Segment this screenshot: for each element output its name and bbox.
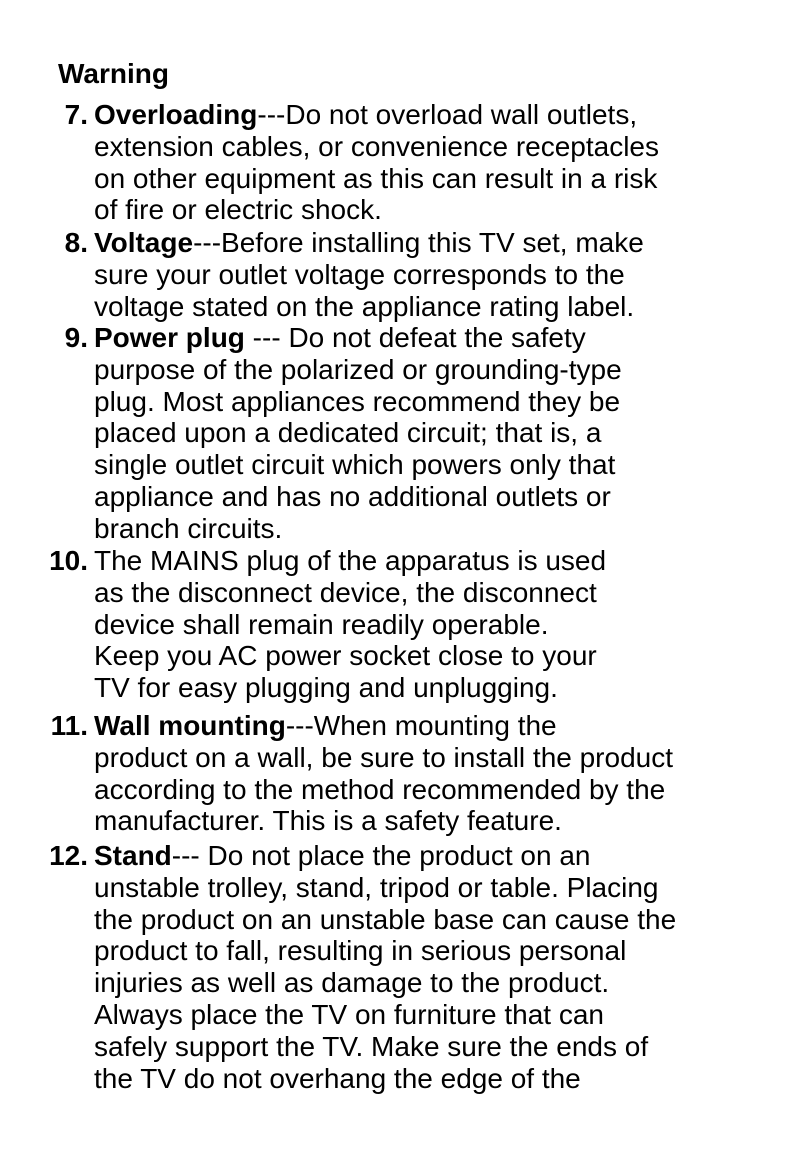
item-number: 10. [49, 545, 88, 576]
item-text: ---When mounting the [285, 710, 557, 741]
item-line: TV for easy plugging and unplugging. [94, 672, 558, 704]
item-body [94, 322, 794, 545]
item-body [94, 710, 794, 837]
item-line: sure your outlet voltage corresponds to the [94, 258, 625, 290]
item-body [94, 545, 794, 704]
item-line: purpose of the polarized or grounding-type [94, 353, 622, 385]
item-line: voltage stated on the appliance rating label. [94, 290, 635, 322]
item-line: on other equipment as this can result in a risk [94, 162, 658, 194]
item-title: Stand [94, 840, 172, 871]
item-line [94, 227, 794, 259]
item-text: ---Do not overload wall outlets, [257, 99, 638, 130]
item-line: injuries as well as damage to the product. [94, 967, 610, 999]
item-text: --- Do not place the product on an [171, 840, 591, 871]
item-line: of fire or electric shock. [94, 194, 382, 226]
item-title: Wall mounting [94, 710, 286, 741]
item-line: plug. Most appliances recommend they be [94, 385, 621, 417]
item-line: as the disconnect device, the disconnect [94, 576, 597, 608]
item-line [94, 710, 794, 742]
item-line: product on a wall, be sure to install the product [94, 741, 674, 773]
item-title: Overloading [94, 99, 258, 130]
item-number: 12. [49, 840, 88, 871]
item-line [94, 322, 794, 354]
item-body [94, 840, 794, 1094]
item-line: unstable trolley, stand, tripod or table. Placing [94, 871, 659, 903]
item-line [94, 840, 794, 872]
item-text: ---Before installing this TV set, make [193, 227, 644, 258]
item-line: branch circuits. [94, 512, 283, 544]
item-number: 11. [50, 710, 88, 741]
item-line: device shall remain readily operable. [94, 608, 549, 640]
item-line: product to fall, resulting in serious personal [94, 935, 627, 967]
item-line: Always place the TV on furniture that can [94, 998, 604, 1030]
item-line: safely support the TV. Make sure the ends of [94, 1030, 649, 1062]
section-heading: Warning [58, 58, 169, 89]
item-line: extension cables, or convenience receptacles [94, 130, 660, 162]
item-line [94, 99, 794, 131]
item-body [94, 227, 794, 322]
item-line: single outlet circuit which powers only that [94, 449, 616, 481]
item-line: manufacturer. This is a safety feature. [94, 805, 562, 837]
item-number: 9. [64, 322, 88, 353]
item-text: --- Do not defeat the safety [244, 322, 586, 353]
item-number: 8. [64, 227, 88, 258]
item-line: The MAINS plug of the apparatus is used [94, 545, 607, 576]
item-body [94, 99, 794, 226]
item-line: the product on an unstable base can cause the [94, 903, 677, 935]
item-title: Power plug [94, 322, 245, 353]
item-title: Voltage [94, 227, 194, 258]
item-line: according to the method recommended by the [94, 773, 666, 805]
item-number: 7. [64, 99, 88, 130]
item-line: the TV do not overhang the edge of the [94, 1062, 581, 1094]
item-line: appliance and has no additional outlets or [94, 480, 611, 512]
item-line: Keep you AC power socket close to your [94, 640, 597, 672]
item-line: placed upon a dedicated circuit; that is, a [94, 417, 602, 449]
